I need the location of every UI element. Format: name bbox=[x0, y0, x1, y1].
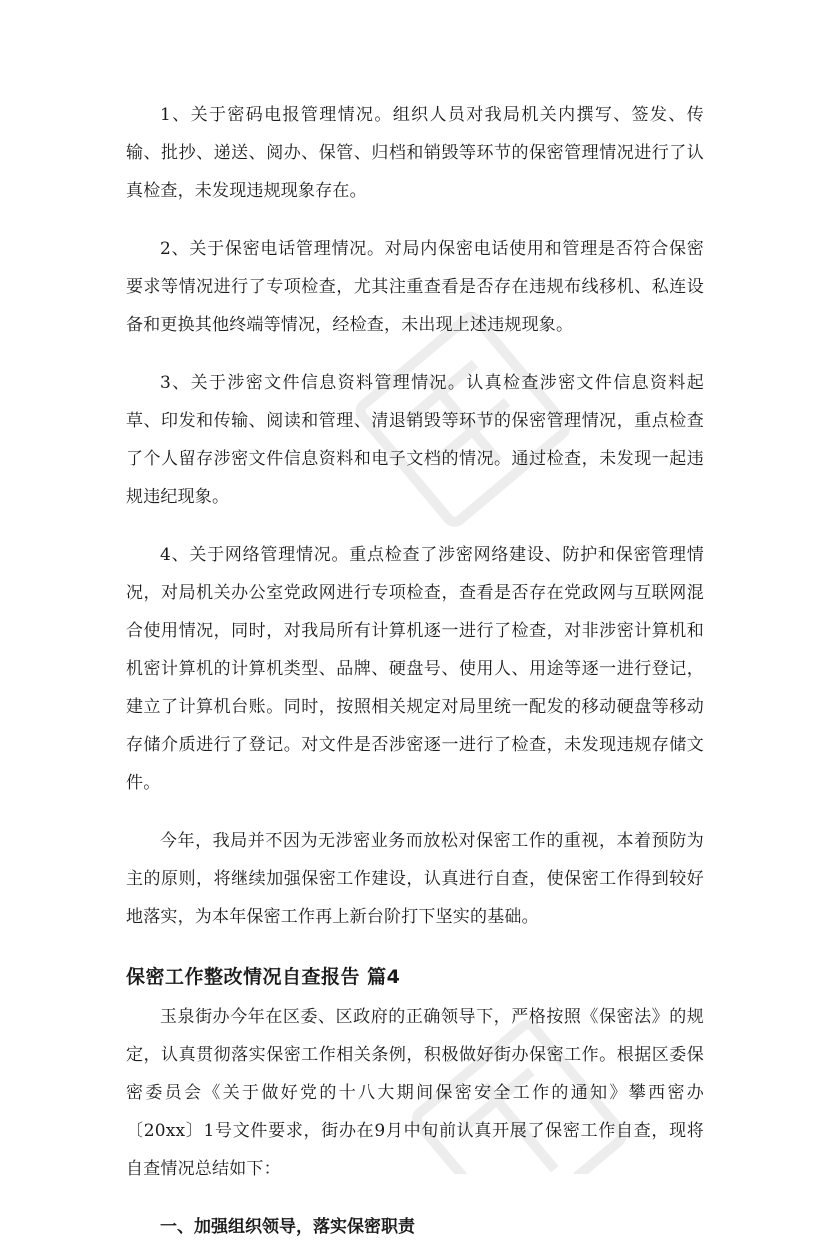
subheading-organization: 一、加强组织领导，落实保密职责 bbox=[160, 1217, 415, 1237]
paragraph-network: 4、关于网络管理情况。重点检查了涉密网络建设、防护和保密管理情况，对局机关办公室党政网进行专项检查，查看是否存在党政网与互联网混合使用情况，同时，对我局所有计算机逐一进行了检查，对非涉密计算机和机密计算机的计算机类型、品牌、硬盘号、使用人、用途等逐一进行登记，建立了计算机台账。同时，按照相关规定对局里统一配发的移动硬盘等移动存储介质进行了登记。对文件是否涉密逐一进行了检查，未发现违规存储文件。 bbox=[126, 545, 704, 793]
paragraph-classified-docs: 3、关于涉密文件信息资料管理情况。认真检查涉密文件信息资料起草、印发和传输、阅读和管理、清退销毁等环节的保密管理情况，重点检查了个人留存涉密文件信息资料和电子文档的情况。通过检查，未发现一起违规违纪现象。 bbox=[126, 373, 704, 507]
document-page bbox=[126, 96, 704, 1246]
paragraph-secure-phone: 2、关于保密电话管理情况。对局内保密电话使用和管理是否符合保密要求等情况进行了专项检查，尤其注重查看是否存在违规布线移机、私连设备和更换其他终端等情况，经检查，未出现上述违规现象。 bbox=[126, 239, 704, 335]
section-heading: 保密工作整改情况自查报告 篇4 bbox=[126, 966, 401, 988]
paragraph-password-telegram: 1、关于密码电报管理情况。组织人员对我局机关内撰写、签发、传输、批抄、递送、阅办、保管、归档和销毁等环节的保密管理情况进行了认真检查，未发现违规现象存在。 bbox=[126, 105, 704, 201]
paragraph-this-year: 今年，我局并不因为无涉密业务而放松对保密工作的重视，本着预防为主的原则，将继续加强保密工作建设，认真进行自查，使保密工作得到较好地落实，为本年保密工作再上新台阶打下坚实的基础。 bbox=[126, 831, 704, 927]
section-intro: 玉泉街办今年在区委、区政府的正确领导下，严格按照《保密法》的规定，认真贯彻落实保密工作相关条例，积极做好街办保密工作。根据区委保密委员会《关于做好党的十八大期间保密安全工作的通知》攀西密办〔20xx〕1号文件要求，街办在9月中旬前认真开展了保密工作自查，现将自查情况总结如下： bbox=[126, 1007, 704, 1179]
